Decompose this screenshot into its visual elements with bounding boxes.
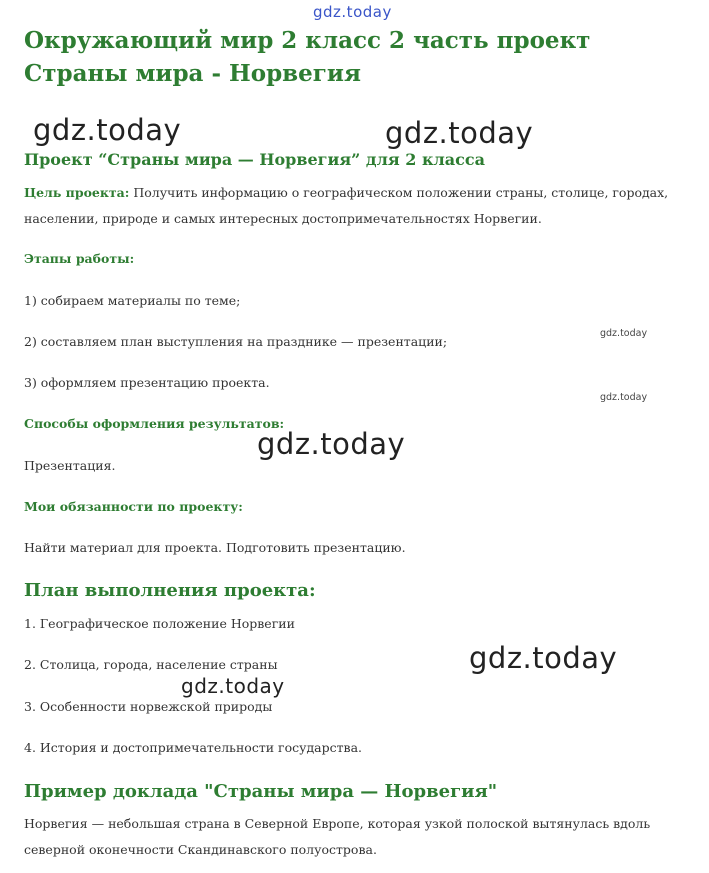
duties-label: Мои обязанности по проекту:: [24, 499, 243, 514]
goal-text: Получить информацию о географическом положении страны, столице, городах, населении, природе и самых интересных достопримечательностях Норвегии.: [24, 185, 669, 226]
project-heading: Проект “Страны мира — Норвегия” для 2 класса: [24, 150, 486, 169]
goal-paragraph: [24, 180, 674, 232]
stage-item: 2) составляем план выступления на празднике — презентации;: [24, 334, 448, 349]
duties-text: Найти материал для проекта. Подготовить презентацию.: [24, 540, 406, 555]
plan-item: 4. История и достопримечательности государства.: [24, 740, 363, 755]
result-format-label: Способы оформления результатов:: [24, 416, 285, 431]
plan-item: 2. Столица, города, население страны: [24, 657, 278, 672]
page-title: Окружающий мир 2 класс 2 часть проект Страны мира - Норвегия: [24, 27, 591, 87]
report-heading: Пример доклада "Страны мира — Норвегия": [24, 781, 498, 802]
plan-item: 1. Географическое положение Норвегии: [24, 616, 295, 631]
plan-item: 3. Особенности норвежской природы: [24, 699, 273, 714]
goal-label: Цель проекта:: [24, 185, 130, 200]
watermark-small: gdz.today: [600, 392, 648, 403]
watermark-small: gdz.today: [600, 328, 648, 339]
result-format-text: Презентация.: [24, 458, 116, 473]
stages-label: Этапы работы:: [24, 251, 135, 266]
stage-item: 1) собираем материалы по теме;: [24, 293, 241, 308]
plan-heading: План выполнения проекта:: [24, 580, 316, 601]
watermark: gdz.today: [469, 641, 618, 675]
watermark: gdz.today: [257, 427, 406, 461]
watermark: gdz.today: [385, 116, 534, 150]
watermark-top: gdz.today: [313, 3, 392, 21]
watermark: gdz.today: [33, 113, 182, 147]
watermark: gdz.today: [181, 674, 285, 698]
report-text: Норвегия — небольшая страна в Северной Европе, которая узкой полоской вытянулась вдоль северной оконечности Скандинавского полуострова.: [24, 816, 651, 857]
stage-item: 3) оформляем презентацию проекта.: [24, 375, 270, 390]
